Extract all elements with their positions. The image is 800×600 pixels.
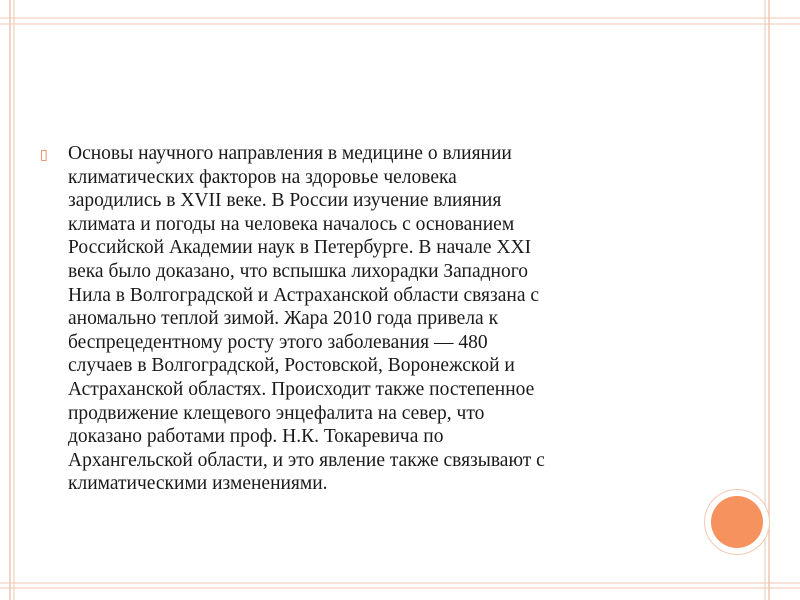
content-area: [40, 142, 700, 496]
accent-circle: [711, 496, 763, 548]
bullet-icon: ▯: [40, 147, 48, 163]
body-paragraph: Основы научного направления в медицине о влиянии климатических факторов на здоровье человека зародились в XVII веке. В России изучение влияния климата и погоды на человека началось с основанием Российской Академии наук в Петербурге. В начале XXI века было доказано, что вспышка лихорадки Западного Нила в Волгоградской и Астраханской области связана с аномально теплой зимой. Жара 2010 года привела к беспрецедентному росту этого заболевания — 480 случаев в Волгоградской, Ростовской, Воронежской и Астраханской областях. Происходит также постепенное продвижение клещевого энцефалита на север, что доказано работами проф. Н.К. Токаревича по Архангельской области, и это явление также связывают с климатическими изменениями.: [68, 143, 545, 495]
bullet-item: [40, 142, 700, 496]
